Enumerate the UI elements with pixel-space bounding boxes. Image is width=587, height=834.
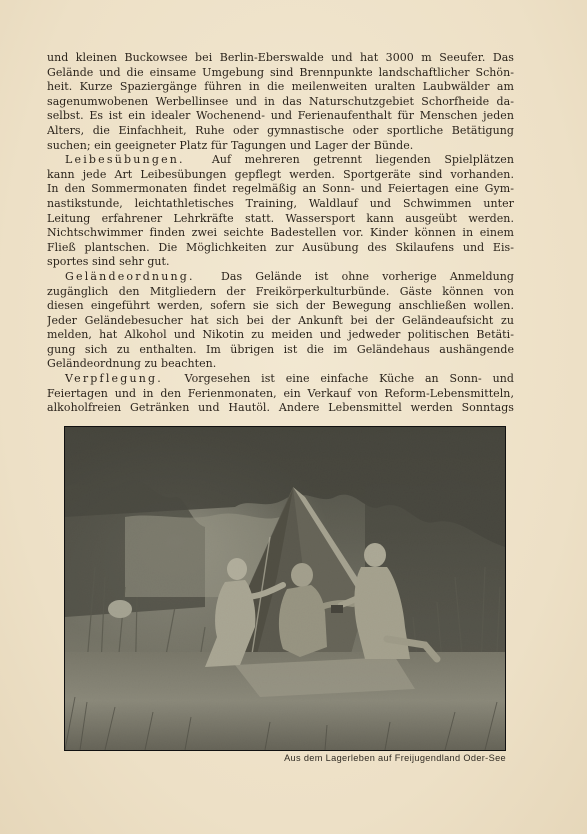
text-line: gung sich zu enthalten. Im übrigen ist die im Geländehaus aushängende [47,342,514,356]
text-line: sportes sind sehr gut. [47,255,170,269]
text-line: Jeder Geländebesucher hat sich bei der Ankunft bei der Geländeaufsicht zu [47,313,514,327]
section-heading: Verpflegung. [65,372,163,386]
body-text [47,51,514,416]
text-line: selbst. Es ist ein idealer Wochenend- und Ferienaufenthalt für Menschen jeden [47,109,514,123]
text-line [47,372,514,387]
text-line-rest: Vorgesehen ist eine einfache Küche an Sonn- und [184,372,514,386]
text-line: alkoholfreien Getränken und Hautöl. Andere Lebensmittel werden Sonntags [47,401,514,415]
text-line: melden, hat Alkohol und Nikotin zu meiden und jedweder politischen Betäti- [47,328,514,342]
text-line: suchen; ein geeigneter Platz für Tagungen und Lager der Bünde. [47,138,414,152]
text-line [47,270,514,285]
text-line: heit. Kurze Spaziergänge führen in die meilenweiten uralten Laubwälder am [47,80,514,94]
text-line: zugänglich den Mitgliedern der Freikörperkulturbünde. Gäste können von [47,284,514,298]
text-line: diesen eingeführt werden, sofern sie sich der Bewegung anschließen wollen. [47,299,514,313]
text-line: sagenumwobenen Werbellinsee und in das Naturschutzgebiet Schorfheide da- [47,94,514,108]
text-line: Fließ plantschen. Die Möglichkeiten zur Ausübung des Skilaufens und Eis- [47,240,514,254]
photo-caption: Aus dem Lagerleben auf Freijugendland Oder-See [284,753,506,763]
text-line: nastikstunde, leichtathletisches Training, Waldlauf und Schwimmen unter [47,196,514,210]
text-line: Alters, die Einfachheit, Ruhe oder gymnastische oder sportliche Betätigung [47,123,514,137]
text-line: Leitung erfahrener Lehrkräfte statt. Wassersport kann ausgeübt werden. [47,211,514,225]
text-line: Geländeordnung zu beachten. [47,357,217,371]
text-line: kann jede Art Leibesübungen gepflegt werden. Sportgeräte sind vorhanden. [47,167,514,181]
paragraph-gelaendeordnung [47,270,514,372]
text-line: Feiertagen und in den Ferienmonaten, ein Verkauf von Reform-Lebensmitteln, [47,386,514,400]
section-heading: Geländeordnung. [65,269,195,283]
text-line: und kleinen Buckowsee bei Berlin-Eberswalde und hat 3000 m Seeufer. Das [47,51,514,64]
text-line-rest: Das Gelände ist ohne vorherige Anmeldung [220,269,514,283]
text-line-rest: Auf mehreren getrennt liegenden Spielplätzen [211,153,514,167]
paragraph-verpflegung [47,372,514,416]
section-heading: Leibesübungen. [65,153,185,167]
text-line: Nichtschwimmer finden zwei seichte Badestellen vor. Kinder können in einem [47,226,514,240]
text-line [47,153,514,168]
text-line: Gelände und die einsame Umgebung sind Brennpunkte landschaftlicher Schön- [47,65,514,79]
paragraph-intro [47,51,514,153]
paragraph-leibesuebungen [47,153,514,270]
camp-photo [64,426,506,751]
text-line: In den Sommermonaten findet regelmäßig an Sonn- und Feiertagen eine Gym- [47,182,514,196]
photo-illustration [65,427,505,750]
